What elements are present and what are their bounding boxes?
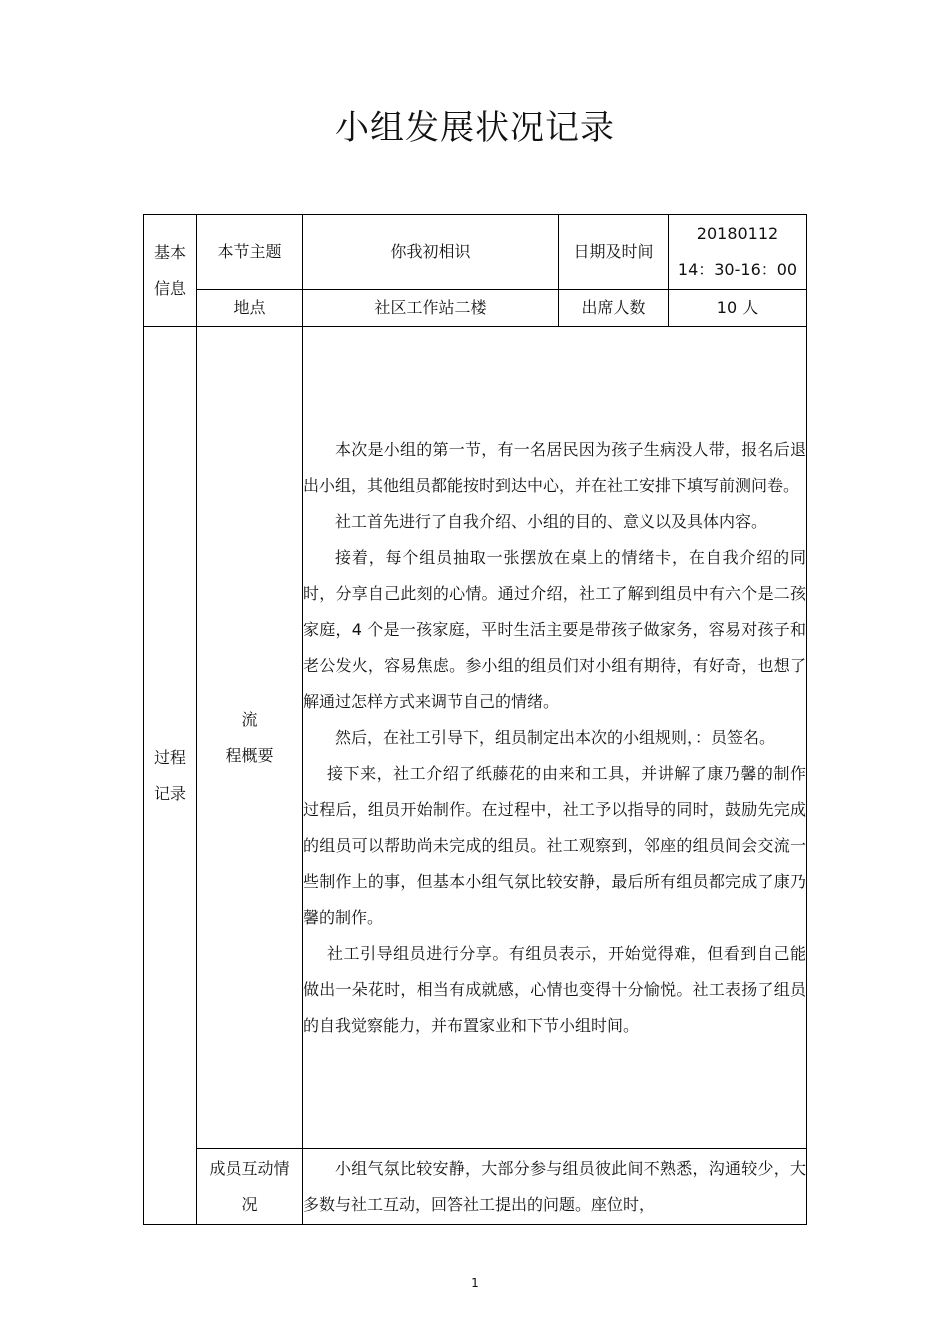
basic-info-label-line2: 信息 — [153, 278, 186, 298]
location-label: 地点 — [197, 290, 303, 327]
summary-content — [303, 327, 807, 1149]
summary-paragraph: 然后，在社工引导下，组员制定出本次的小组规则，：员签名。 — [335, 727, 776, 747]
basic-info-label-line1: 基本 — [153, 242, 186, 262]
summary-paragraph: 接着，每个组员抽取一张摆放在桌上的情绪卡，在自我介绍的同时，分享自己此刻的心情。通过介绍，社工了解到组员中有六个是二孩家庭，4 个是一孩家庭，平时生活主要是带孩子做家务，容易对孩子和老公发火，容易焦虑。参小组的组员们对小组有期待，有好奇，也想了解通过怎样方式来调节自己的情绪。 — [303, 547, 806, 711]
page-number: 1 — [471, 1276, 479, 1290]
interaction-label-line2: 况 — [241, 1194, 258, 1214]
summary-paragraph: 社工引导组员进行分享。有组员表示，开始觉得难，但看到自己能做出一朵花时，相当有成就感，心情也变得十分愉悦。社工表扬了组员的自我觉察能力，并布置家业和下节小组时间。 — [303, 943, 806, 1035]
time-value: 14：30-16：00 — [677, 260, 798, 279]
datetime-value — [669, 215, 807, 290]
group-record-table — [143, 214, 807, 1225]
topic-label: 本节主题 — [197, 215, 303, 290]
interaction-content — [303, 1149, 807, 1225]
topic-value: 你我初相识 — [303, 215, 559, 290]
process-label-line2: 记录 — [153, 783, 186, 803]
date-value: 20180112 — [696, 224, 779, 243]
process-label-line1: 过程 — [153, 747, 186, 767]
interaction-paragraph: 小组气氛比较安静，大部分参与组员彼此间不熟悉，沟通较少，大多数与社工互动，回答社工提出的问题。座位时， — [303, 1158, 806, 1214]
document-title: 小组发展状况记录 — [335, 108, 615, 148]
basic-info-section-label — [144, 215, 197, 327]
summary-paragraph: 接下来，社工介绍了纸藤花的由来和工具，并讲解了康乃馨的制作过程后，组员开始制作。在过程中，社工予以指导的同时，鼓励先完成的组员可以帮助尚未完成的组员。社工观察到，邻座的组员间会交流一些制作上的事，但基本小组气氛比较安静，最后所有组员都完成了康乃馨的制作。 — [303, 763, 806, 927]
interaction-label-line1: 成员互动情 — [209, 1158, 290, 1178]
location-row — [144, 290, 807, 327]
summary-label — [197, 327, 303, 1149]
summary-paragraph: 社工首先进行了自我介绍、小组的目的、意义以及具体内容。 — [335, 511, 768, 531]
attendance-value: 10 人 — [669, 290, 807, 327]
location-value: 社区工作站二楼 — [303, 290, 559, 327]
interaction-label — [197, 1149, 303, 1225]
process-row — [144, 327, 807, 1149]
attendance-label: 出席人数 — [559, 290, 669, 327]
interaction-row — [144, 1149, 807, 1225]
datetime-label: 日期及时间 — [559, 215, 669, 290]
summary-label-line2: 程概要 — [225, 745, 274, 765]
summary-paragraph: 本次是小组的第一节，有一名居民因为孩子生病没人带，报名后退出小组，其他组员都能按时到达中心，并在社工安排下填写前测问卷。 — [303, 439, 806, 495]
process-section-label — [144, 327, 197, 1225]
basic-info-row — [144, 215, 807, 290]
summary-label-line1: 流 — [241, 709, 258, 729]
